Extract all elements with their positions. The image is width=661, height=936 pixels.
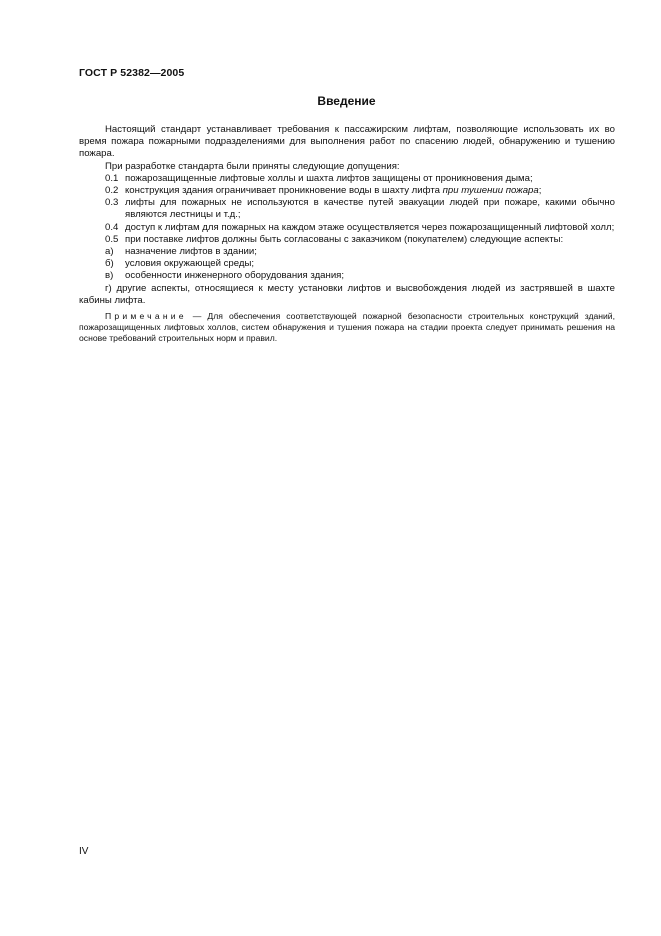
item-text-italic: при тушении пожара (442, 185, 539, 197)
item-number: 0.5 (105, 233, 119, 245)
aspect-item (79, 270, 615, 282)
aspect-letter: а) (105, 246, 114, 258)
aspect-text: особенности инженерного оборудования здания; (125, 270, 345, 282)
aspect-letter: б) (105, 258, 114, 270)
assumptions-lead: При разработке стандарта были приняты следующие допущения: (105, 160, 400, 172)
note-label: Примечание (105, 311, 187, 322)
assumption-item (79, 197, 615, 221)
item-number: 0.4 (105, 221, 119, 233)
aspect-letter: в) (105, 270, 114, 282)
document-body (79, 124, 615, 344)
page-number: IV (79, 846, 89, 857)
item-text: доступ к лифтам для пожарных на каждом этаже осуществляется через пожарозащищенный лифтовой холл; (125, 221, 615, 233)
item-text: пожарозащищенные лифтовые холлы и шахта лифтов защищены от проникновения дыма; (125, 172, 533, 184)
item-number: 0.1 (105, 172, 119, 184)
assumption-item (79, 234, 615, 246)
item-text-end: ; (538, 185, 542, 197)
assumption-item (79, 185, 615, 197)
item-number: 0.3 (105, 197, 119, 209)
aspect-letter: г) (105, 282, 112, 294)
item-text: конструкция здания ограничивает проникновение воды в шахту лифта (125, 185, 443, 197)
aspect-item (79, 283, 615, 307)
document-header: ГОСТ Р 52382—2005 (79, 67, 185, 79)
aspect-text: условия окружающей среды; (125, 258, 255, 270)
note-paragraph (79, 311, 615, 344)
item-text: лифты для пожарных не используются в качестве путей эвакуации людей при пожаре, какими обычно являются лестницы и т.д.; (125, 197, 615, 221)
assumption-item (79, 222, 615, 234)
item-text: при поставке лифтов должны быть согласованы с заказчиком (покупателем) следующие аспекты: (125, 233, 564, 245)
assumption-item (79, 173, 615, 185)
intro-paragraph: Настоящий стандарт устанавливает требования к пассажирским лифтам, позволяющие использовать их во время пожара пожарными подразделениями для выполнения работ по спасению людей, обнаружению и тушению пожара. (79, 124, 615, 160)
note-text: — Для обеспечения соответствующей пожарной безопасности строительных конструкций зданий, пожарозащищенных лифтовых холлов, систем обнаружения и тушения пожара на стадии проекта следует принимать решения на основе требований строительных норм и правил. (79, 311, 615, 344)
aspect-text: назначение лифтов в здании; (125, 246, 257, 258)
aspect-item (79, 258, 615, 270)
item-number: 0.2 (105, 185, 119, 197)
aspect-text: другие аспекты, относящиеся к месту установки лифтов и высвобождения людей из застрявшей в шахте кабины лифта. (79, 282, 615, 306)
section-title (0, 94, 661, 108)
section-title-text: Введение (317, 94, 376, 108)
aspect-item (79, 246, 615, 258)
